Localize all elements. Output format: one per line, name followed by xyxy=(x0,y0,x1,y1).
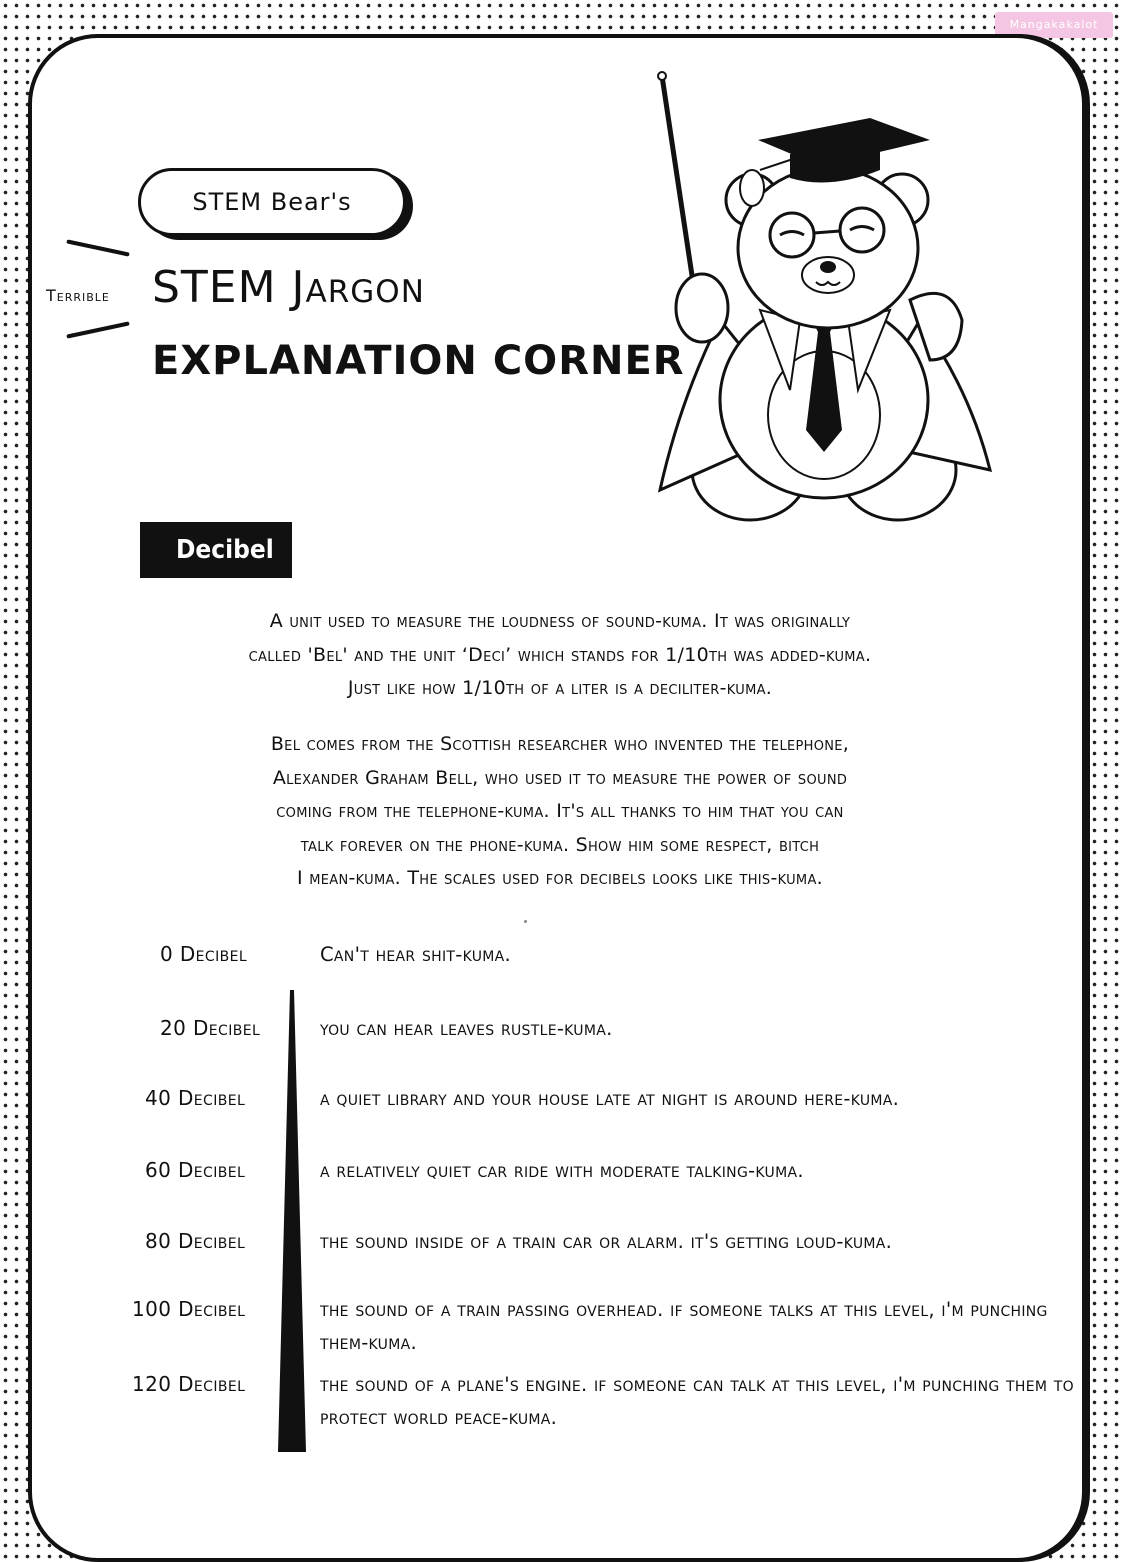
definition-paragraph xyxy=(130,605,990,706)
scale-desc-20: you can hear leaves rustle-kuma. xyxy=(320,1017,613,1040)
bear-nose xyxy=(820,261,836,273)
scale-desc-120: the sound of a plane's engine. if someone can talk at this level, i'm punching them to protect world peace-kuma. xyxy=(320,1373,1074,1429)
history-line: I mean-kuma. The scales used for decibels looks like this-kuma. xyxy=(297,867,823,889)
title-prefix: Terrible xyxy=(46,286,110,305)
scale-level-120: 120 Decibel xyxy=(132,1372,246,1396)
definition-line: A unit used to measure the loudness of sound-kuma. It was originally xyxy=(269,610,851,632)
scale-level-80: 80 Decibel xyxy=(145,1229,246,1253)
definition-line: Just like how 1/10th of a liter is a deciliter-kuma. xyxy=(347,677,773,699)
history-line: coming from the telephone-kuma. It's all thanks to him that you can xyxy=(276,800,844,822)
professor-bear-illustration xyxy=(640,70,1000,540)
stray-dot xyxy=(524,920,527,923)
bubble-text: STEM Bear's xyxy=(192,188,352,216)
bear-left-arm xyxy=(676,274,728,342)
history-paragraph xyxy=(130,728,990,896)
term-label xyxy=(140,522,292,578)
page-subtitle: EXPLANATION CORNER xyxy=(152,338,685,384)
history-line: Alexander Graham Bell, who used it to measure the power of sound xyxy=(272,766,848,789)
page-title: STEM Jargon xyxy=(152,262,425,313)
decibel-scale-wedge xyxy=(278,990,306,1452)
scale-level-40: 40 Decibel xyxy=(145,1086,246,1110)
definition-line: called 'Bel' and the unit ‘Deci’ which stands for 1/10th was added-kuma. xyxy=(248,643,872,666)
cap-tassel xyxy=(740,170,764,206)
scale-desc-40: a quiet library and your house late at night is around here-kuma. xyxy=(320,1087,900,1110)
scale-desc-80: the sound inside of a train car or alarm. it's getting loud-kuma. xyxy=(320,1230,893,1253)
term-label-text: Decibel xyxy=(176,535,274,565)
history-line: talk forever on the phone-kuma. Show him some respect, bitch xyxy=(300,833,820,856)
scale-desc-60: a relatively quiet car ride with moderate talking-kuma. xyxy=(320,1159,804,1182)
bear-head xyxy=(738,168,918,328)
scale-level-100: 100 Decibel xyxy=(132,1297,246,1321)
scale-level-20: 20 Decibel xyxy=(160,1016,261,1040)
scale-desc-0: Can't hear shit-kuma. xyxy=(320,943,511,966)
title-bubble xyxy=(138,168,406,236)
history-line: Bel comes from the Scottish researcher who invented the telephone, xyxy=(270,733,850,755)
scale-desc-100: the sound of a train passing overhead. if someone talks at this level, i'm punching them-kuma. xyxy=(320,1298,1048,1354)
scale-level-0: 0 Decibel xyxy=(160,942,248,966)
watermark: Mangakakalot xyxy=(995,12,1113,38)
scale-level-60: 60 Decibel xyxy=(145,1158,246,1182)
